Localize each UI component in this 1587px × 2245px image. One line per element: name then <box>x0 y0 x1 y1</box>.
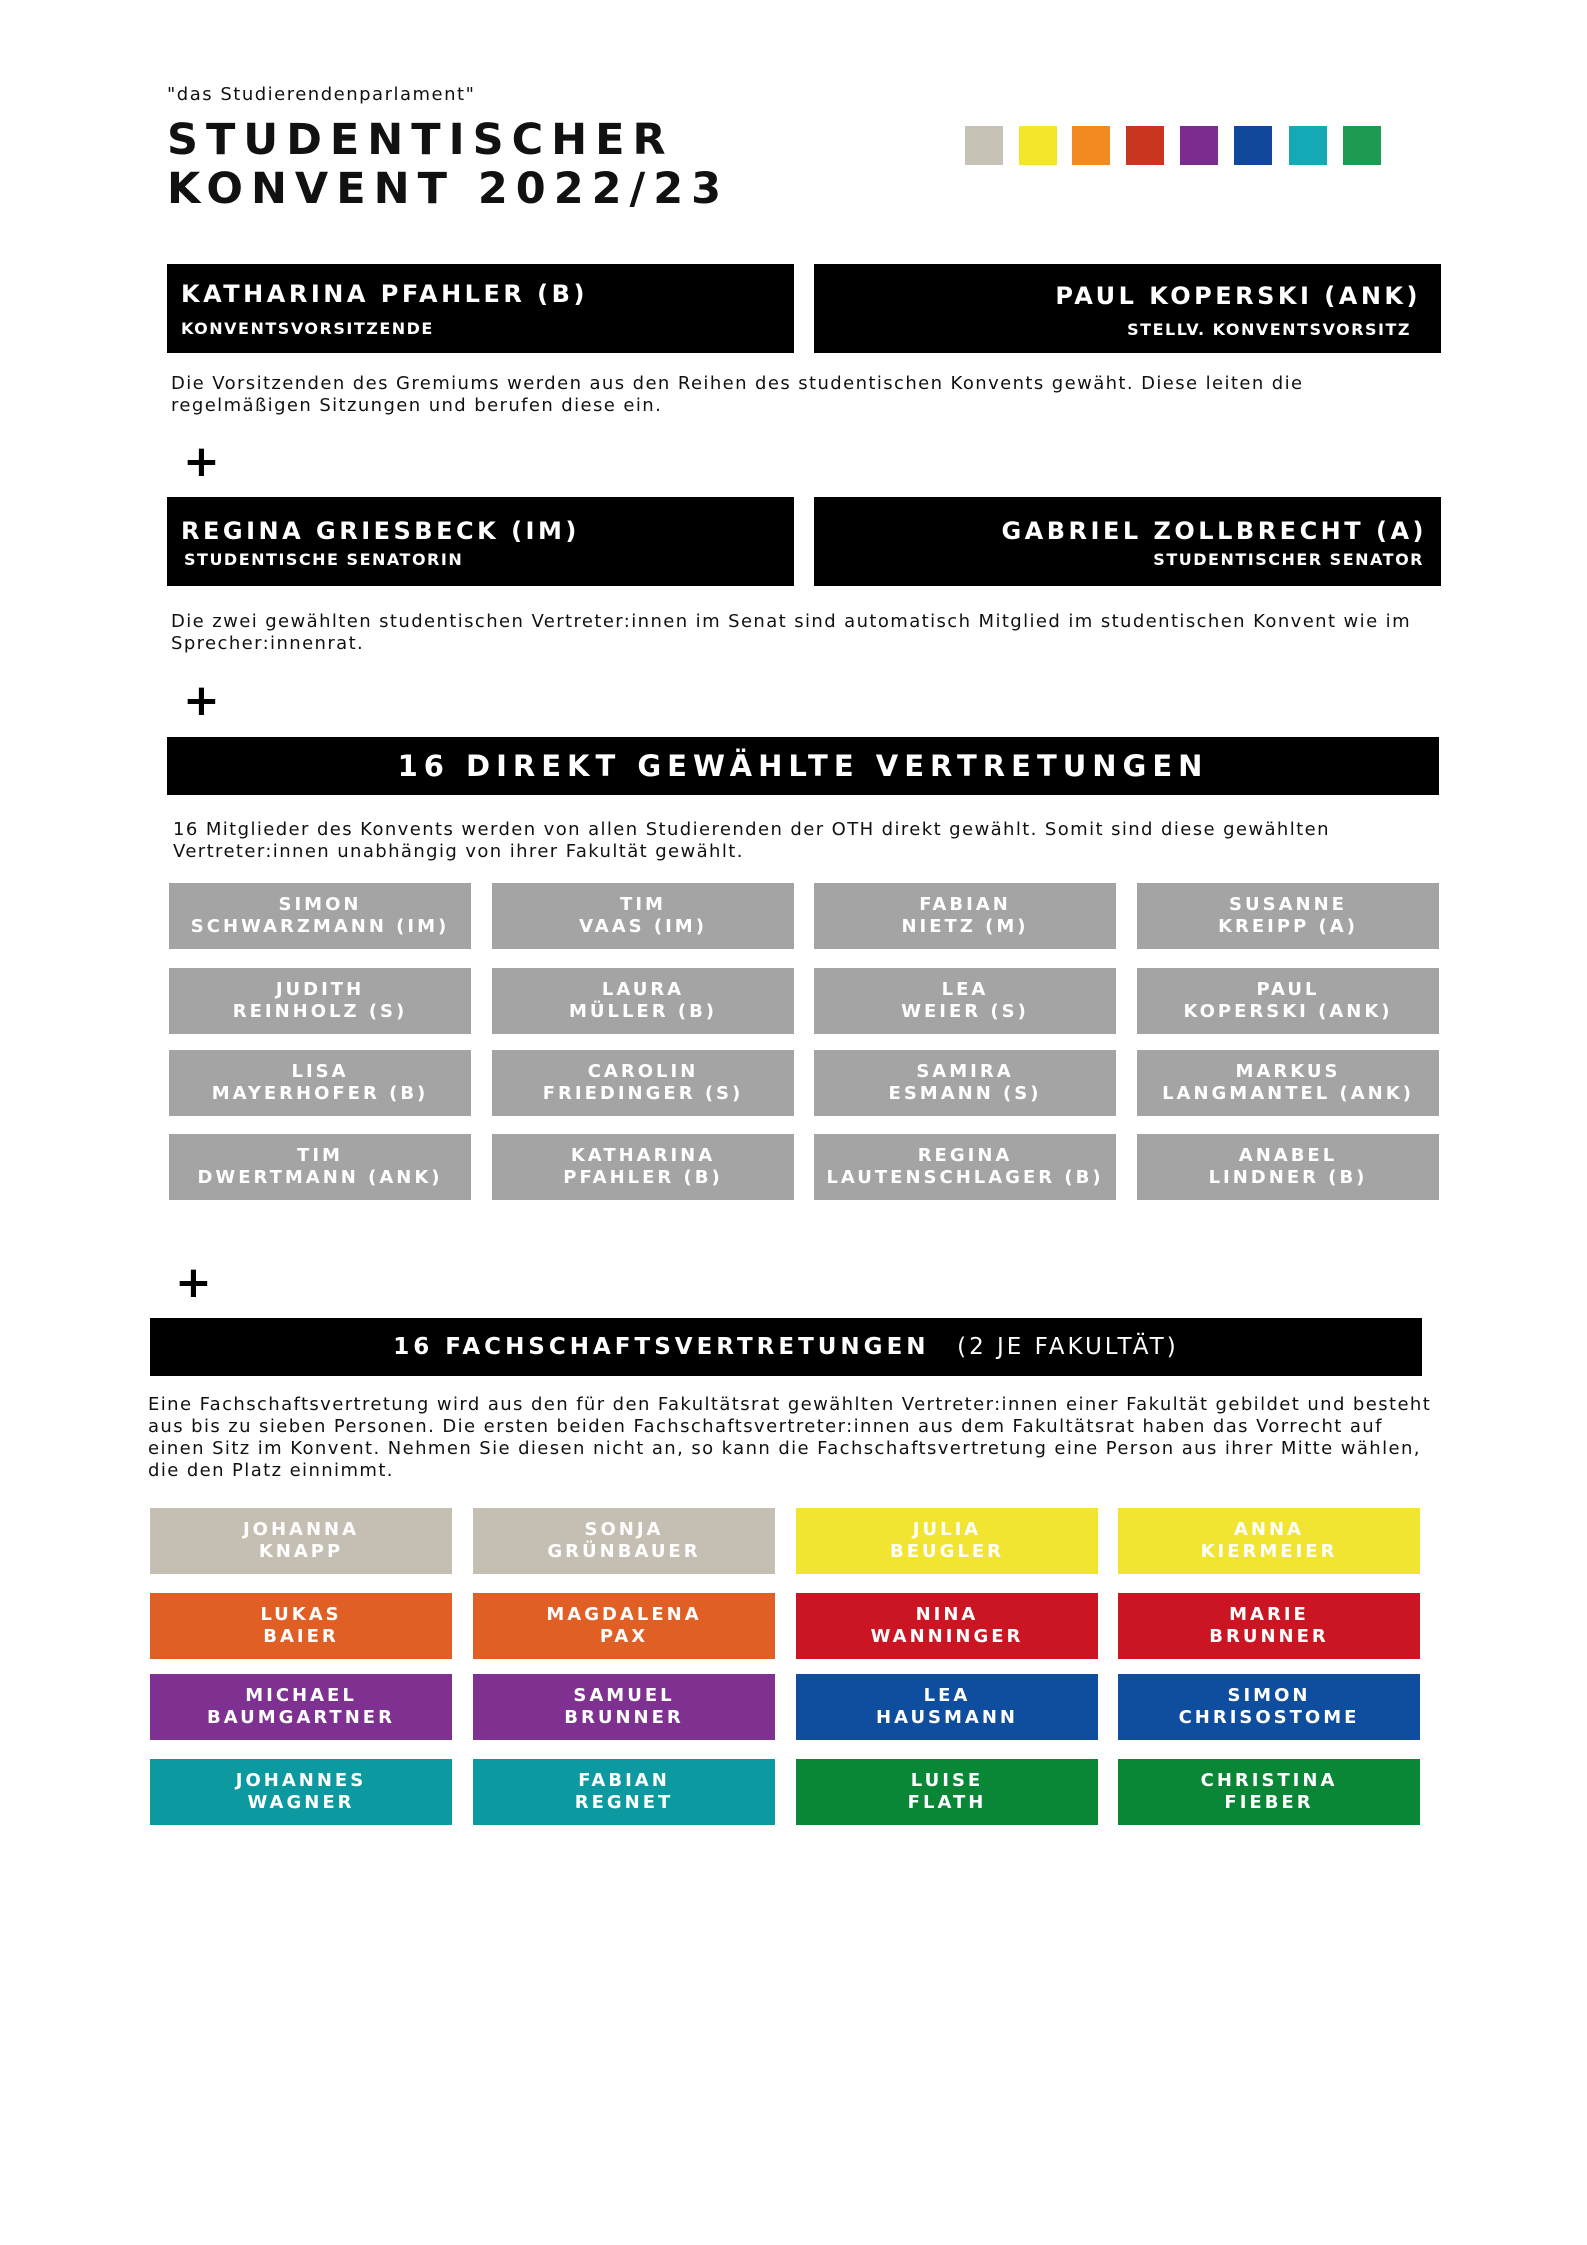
member-first-name: SIMON <box>278 894 362 915</box>
vice-chair-role: STELLV. KONVENTSVORSITZ <box>1127 320 1411 339</box>
senator-name: GABRIEL ZOLLBRECHT (A) <box>1001 517 1427 545</box>
member-first-name: CAROLIN <box>587 1061 699 1082</box>
member-last-name: LAUTENSCHLAGER (B) <box>826 1167 1104 1188</box>
chair-name: KATHARINA PFAHLER (B) <box>181 280 588 308</box>
member-last-name: LANGMANTEL (ANK) <box>1162 1083 1414 1104</box>
chair-card <box>167 264 794 353</box>
member-tile <box>796 1674 1098 1740</box>
member-last-name: SCHWARZMANN (IM) <box>190 916 450 937</box>
member-last-name: WANNINGER <box>870 1626 1024 1647</box>
member-tile <box>1118 1759 1420 1825</box>
member-last-name: CHRISOSTOME <box>1178 1707 1360 1728</box>
member-last-name: KREIPP (A) <box>1218 916 1358 937</box>
senator-card <box>167 497 794 586</box>
member-first-name: MARKUS <box>1235 1061 1341 1082</box>
member-first-name: LEA <box>923 1685 971 1706</box>
member-tile <box>1118 1508 1420 1574</box>
senator-role: STUDENTISCHER SENATOR <box>1153 550 1424 569</box>
member-first-name: PAUL <box>1256 979 1320 1000</box>
member-last-name: LINDNER (B) <box>1208 1167 1368 1188</box>
chair-role: KONVENTSVORSITZENDE <box>181 319 434 338</box>
member-first-name: JULIA <box>912 1519 982 1540</box>
member-last-name: KOPERSKI (ANK) <box>1183 1001 1393 1022</box>
faculty-description: Eine Fachschaftsvertretung wird aus den für den Fakultätsrat gewählten Vertreter:innen einer Fakultät gebildet und besteht aus bis zu sieben Personen. Die ersten beiden Fachschaftsvertreter:innen aus dem Fakultätsrat haben das Vorrecht auf einen Sitz im Konvent. Nehmen Sie diesen nicht an, so kann die Fachschaftsvertretung eine Person aus ihrer Mitte wählen, die den Platz einnimmt. <box>148 1394 1432 1481</box>
member-tile <box>492 968 794 1034</box>
plus-symbol: + <box>175 1257 212 1308</box>
member-first-name: KATHARINA <box>570 1145 716 1166</box>
color-swatch <box>1180 126 1218 165</box>
senator-name: REGINA GRIESBECK (IM) <box>181 517 580 545</box>
member-tile <box>1137 1134 1439 1200</box>
member-first-name: LISA <box>291 1061 349 1082</box>
member-tile <box>1137 1050 1439 1116</box>
member-last-name: VAAS (IM) <box>579 916 707 937</box>
member-last-name: MAYERHOFER (B) <box>211 1083 429 1104</box>
document-title: STUDENTISCHER KONVENT 2022/23 <box>167 115 730 214</box>
member-first-name: SAMUEL <box>573 1685 675 1706</box>
color-swatch <box>1019 126 1057 165</box>
chairs-description: Die Vorsitzenden des Gremiums werden aus den Reihen des studentischen Konvents gewäht. Diese leiten die regelmäßigen Sitzungen und berufen diese ein. <box>171 373 1304 416</box>
member-tile <box>492 883 794 949</box>
member-first-name: FABIAN <box>919 894 1011 915</box>
member-first-name: FABIAN <box>578 1770 670 1791</box>
member-last-name: MÜLLER (B) <box>568 1001 718 1022</box>
member-tile <box>814 968 1116 1034</box>
member-tile <box>1137 883 1439 949</box>
member-first-name: SIMON <box>1227 1685 1311 1706</box>
member-tile <box>814 1134 1116 1200</box>
member-first-name: CHRISTINA <box>1200 1770 1338 1791</box>
member-tile <box>492 1050 794 1116</box>
member-last-name: DWERTMANN (ANK) <box>197 1167 443 1188</box>
direct-description: 16 Mitglieder des Konvents werden von allen Studierenden der OTH direkt gewählt. Somit sind diese gewählten Vertreter:innen unabhängig von ihrer Fakultät gewählt. <box>173 819 1330 862</box>
member-first-name: LUISE <box>910 1770 984 1791</box>
member-tile <box>814 883 1116 949</box>
member-first-name: LAURA <box>601 979 685 1000</box>
member-last-name: WEIER (S) <box>901 1001 1029 1022</box>
member-first-name: ANNA <box>1234 1519 1304 1540</box>
color-swatch <box>1343 126 1381 165</box>
member-first-name: JOHANNA <box>242 1519 360 1540</box>
vice-chair-card <box>814 264 1441 353</box>
member-tile <box>150 1759 452 1825</box>
member-tile <box>150 1674 452 1740</box>
member-first-name: JUDITH <box>275 979 365 1000</box>
member-last-name: ESMANN (S) <box>888 1083 1042 1104</box>
color-swatch <box>1234 126 1272 165</box>
member-first-name: LEA <box>941 979 989 1000</box>
document-subtitle: "das Studierendenparlament" <box>167 84 476 105</box>
senators-description: Die zwei gewählten studentischen Vertreter:innen im Senat sind automatisch Mitglied im studentischen Konvent wie im Sprecher:innenrat. <box>171 611 1412 654</box>
vice-chair-name: PAUL KOPERSKI (ANK) <box>1055 282 1421 310</box>
member-last-name: FIEBER <box>1224 1792 1314 1813</box>
faculty-banner-title: 16 FACHSCHAFTSVERTRETUNGEN <box>393 1334 930 1360</box>
member-tile <box>796 1593 1098 1659</box>
member-last-name: HAUSMANN <box>876 1707 1018 1728</box>
member-first-name: MARIE <box>1229 1604 1309 1625</box>
member-tile <box>1137 968 1439 1034</box>
member-tile <box>150 1508 452 1574</box>
member-tile <box>1118 1593 1420 1659</box>
member-last-name: KIERMEIER <box>1200 1541 1338 1562</box>
member-first-name: TIM <box>297 1145 343 1166</box>
member-first-name: ANABEL <box>1238 1145 1338 1166</box>
member-last-name: BRUNNER <box>1209 1626 1329 1647</box>
member-tile <box>796 1508 1098 1574</box>
member-tile <box>1118 1674 1420 1740</box>
member-first-name: SAMIRA <box>916 1061 1014 1082</box>
member-tile <box>169 968 471 1034</box>
member-first-name: MICHAEL <box>245 1685 357 1706</box>
member-last-name: BAIER <box>263 1626 339 1647</box>
color-swatch <box>965 126 1003 165</box>
member-last-name: BEUGLER <box>889 1541 1005 1562</box>
member-first-name: NINA <box>915 1604 979 1625</box>
member-tile <box>473 1593 775 1659</box>
member-first-name: REGINA <box>917 1145 1013 1166</box>
member-last-name: PAX <box>599 1626 649 1647</box>
member-first-name: SONJA <box>584 1519 664 1540</box>
member-last-name: BRUNNER <box>564 1707 684 1728</box>
member-last-name: FRIEDINGER (S) <box>542 1083 744 1104</box>
member-tile <box>492 1134 794 1200</box>
plus-symbol: + <box>183 675 220 726</box>
member-tile <box>473 1759 775 1825</box>
member-tile <box>473 1674 775 1740</box>
member-first-name: JOHANNES <box>235 1770 367 1791</box>
faculty-section-banner <box>150 1318 1422 1376</box>
member-last-name: REINHOLZ (S) <box>232 1001 408 1022</box>
member-tile <box>814 1050 1116 1116</box>
faculty-banner-subtitle: (2 JE FAKULTÄT) <box>957 1334 1179 1360</box>
senator-card <box>814 497 1441 586</box>
member-last-name: FLATH <box>907 1792 987 1813</box>
member-last-name: WAGNER <box>247 1792 355 1813</box>
member-last-name: NIETZ (M) <box>901 916 1029 937</box>
member-last-name: BAUMGARTNER <box>207 1707 395 1728</box>
member-last-name: GRÜNBAUER <box>547 1541 701 1562</box>
member-tile <box>473 1508 775 1574</box>
member-tile <box>150 1593 452 1659</box>
member-last-name: REGNET <box>574 1792 674 1813</box>
member-first-name: SUSANNE <box>1229 894 1347 915</box>
color-swatch <box>1289 126 1327 165</box>
color-swatch <box>1126 126 1164 165</box>
member-tile <box>169 1134 471 1200</box>
member-tile <box>169 883 471 949</box>
member-tile <box>796 1759 1098 1825</box>
member-first-name: MAGDALENA <box>546 1604 702 1625</box>
member-first-name: TIM <box>620 894 666 915</box>
color-swatch <box>1072 126 1110 165</box>
member-last-name: KNAPP <box>258 1541 344 1562</box>
member-first-name: LUKAS <box>260 1604 342 1625</box>
member-last-name: PFAHLER (B) <box>563 1167 723 1188</box>
senator-role: STUDENTISCHE SENATORIN <box>184 550 464 569</box>
member-tile <box>169 1050 471 1116</box>
plus-symbol: + <box>183 436 220 487</box>
direct-section-banner: 16 DIREKT GEWÄHLTE VERTRETUNGEN <box>167 737 1439 795</box>
